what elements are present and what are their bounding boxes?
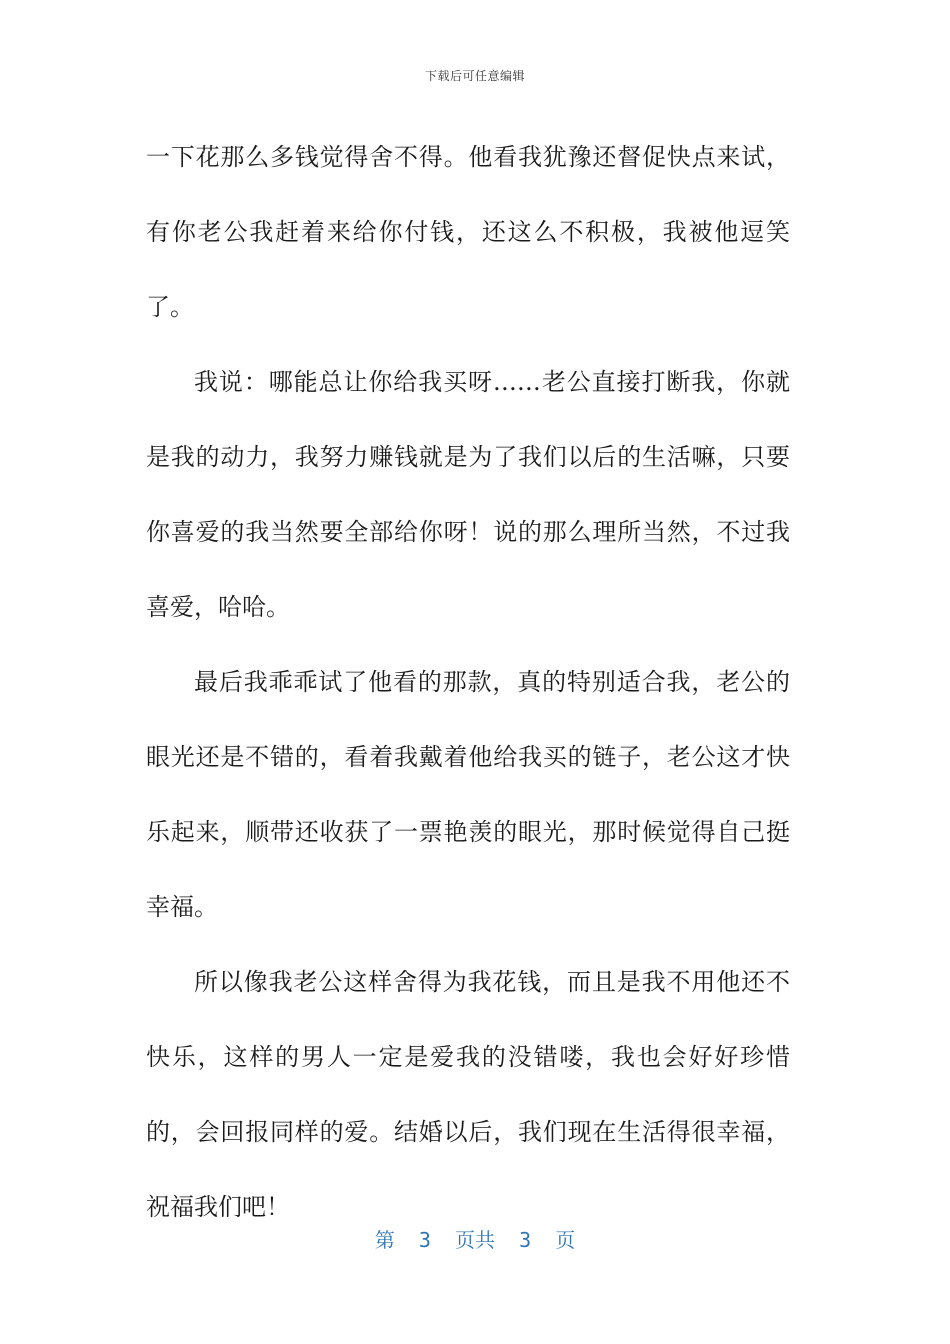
- paragraph-2: 我说：哪能总让你给我买呀……老公直接打断我，你就是我的动力，我努力赚钱就是为了我们以后的生活嘛，只要你喜爱的我当然要全部给你呀！说的那么理所当然，不过我喜爱，哈哈。: [146, 368, 790, 621]
- paragraph-4: 所以像我老公这样舍得为我花钱，而且是我不用他还不快乐，这样的男人一定是爱我的没错喽，我也会好好珍惜的，会回报同样的爱。结婚以后，我们现在生活得很幸福，祝福我们吧！: [146, 968, 790, 1221]
- paragraph-1: 一下花那么多钱觉得舍不得。他看我犹豫还督促快点来试，有你老公我赶着来给你付钱，还这么不积极，我被他逗笑了。: [146, 143, 790, 321]
- header-note: 下载后可任意编辑: [424, 69, 525, 83]
- page-number-footer: 第 3 页共 3 页: [374, 1228, 576, 1252]
- paragraph-3: 最后我乖乖试了他看的那款，真的特别适合我，老公的眼光还是不错的，看着我戴着他给我买的链子，老公这才快乐起来，顺带还收获了一票艳羡的眼光，那时候觉得自己挺幸福。: [146, 668, 790, 921]
- document-body: [146, 120, 790, 1245]
